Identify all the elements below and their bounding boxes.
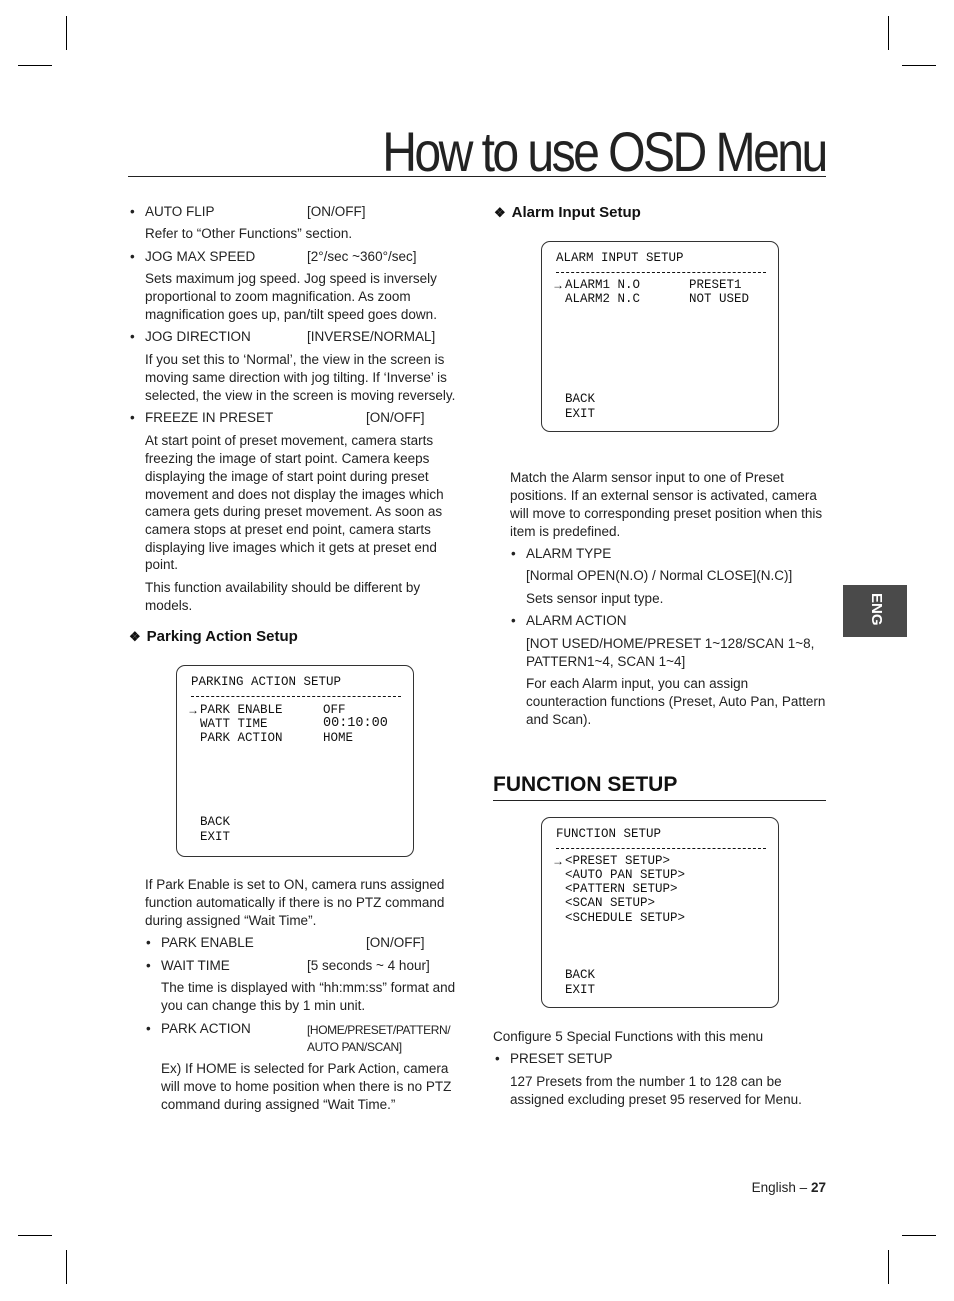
alarm-intro-2: positions. If an external sensor is activated, camera	[510, 488, 817, 503]
alarm-action-desc-3: and Scan).	[526, 712, 592, 727]
freeze-note-2: models.	[145, 598, 193, 613]
osd-row-value: OFF	[323, 703, 346, 717]
freeze-desc-4: movement and does not display the images which	[145, 487, 444, 502]
park-action-value-1: [HOME/PRESET/PATTERN/	[307, 1023, 451, 1037]
osd-title: PARKING ACTION SETUP	[191, 675, 342, 689]
freeze-desc-8: point.	[145, 557, 179, 572]
park-enable-label: • PARK ENABLE	[161, 934, 254, 952]
jog-max-speed-desc-2: proportional to zoom magnification. As zoom	[145, 289, 411, 304]
alarm-intro-4: item is predefined.	[510, 524, 621, 539]
jog-direction-value: [INVERSE/NORMAL]	[307, 329, 436, 344]
osd-exit: EXIT	[200, 830, 231, 844]
osd-row-label: PARK ACTION	[200, 731, 283, 745]
alarm-type-label: • ALARM TYPE	[526, 545, 611, 563]
auto-flip-label: • AUTO FLIP	[145, 203, 215, 221]
parking-osd-screen	[176, 665, 414, 857]
osd-row-value: HOME	[323, 731, 354, 745]
osd-menu-item: <PATTERN SETUP>	[565, 882, 678, 896]
osd-row-value: PRESET1	[689, 278, 742, 292]
osd-row-label: ALARM1 N.O	[565, 278, 641, 292]
osd-divider	[556, 848, 766, 849]
page-title: How to use OSD Menu	[128, 120, 826, 177]
osd-divider	[556, 272, 766, 273]
jog-direction-label: • JOG DIRECTION	[145, 328, 251, 346]
preset-setup-label: • PRESET SETUP	[510, 1050, 613, 1068]
freeze-desc-7: displaying live images which it gets at preset end	[145, 540, 437, 555]
osd-exit: EXIT	[565, 983, 596, 997]
cursor-arrow-icon: →	[552, 854, 564, 868]
alarm-osd-screen	[541, 241, 779, 432]
osd-row-value: NOT USED	[689, 292, 750, 306]
osd-row-value: 00:10:00	[323, 716, 388, 731]
osd-menu-item: <AUTO PAN SETUP>	[565, 868, 686, 882]
osd-menu-item: <SCAN SETUP>	[565, 896, 656, 910]
crop-mark	[18, 65, 52, 66]
jog-max-speed-desc-3: magnification goes up, pan/tilt speed goes down.	[145, 307, 437, 322]
park-action-desc-3: command during assigned “Wait Time.”	[161, 1097, 396, 1112]
crop-mark	[888, 16, 889, 50]
diamond-bullet-icon: ❖	[494, 205, 506, 220]
wait-time-desc-1: The time is displayed with “hh:mm:ss” format and	[161, 980, 456, 995]
freeze-desc-6: camera stops at preset end point, camera starts	[145, 522, 431, 537]
park-action-desc-1: Ex) If HOME is selected for Park Action, camera	[161, 1061, 449, 1076]
alarm-type-value: [Normal OPEN(N.O) / Normal CLOSE](N.C)]	[526, 568, 793, 583]
park-intro-2: function automatically if there is no PTZ command	[145, 895, 445, 910]
crop-mark	[66, 16, 67, 50]
park-enable-value: [ON/OFF]	[366, 935, 425, 950]
osd-exit: EXIT	[565, 407, 596, 421]
jog-direction-desc-3: selected, the view in the screen is moving reversely.	[145, 388, 456, 403]
crop-mark	[18, 1235, 52, 1236]
function-setup-heading: FUNCTION SETUP	[493, 772, 826, 801]
alarm-action-desc-2: counteraction functions (Preset, Auto Pan, Pattern	[526, 694, 826, 709]
freeze-in-preset-label: • FREEZE IN PRESET	[145, 409, 273, 427]
osd-row-label: PARK ENABLE	[200, 703, 283, 717]
jog-max-speed-desc-1: Sets maximum jog speed. Jog speed is inversely	[145, 271, 437, 286]
freeze-desc-2: freezing the image of start point. Camera keeps	[145, 451, 430, 466]
cursor-arrow-icon: →	[187, 703, 199, 717]
park-action-label: • PARK ACTION	[161, 1020, 251, 1038]
alarm-input-heading: ❖ Alarm Input Setup	[494, 204, 641, 221]
wait-time-label: • WAIT TIME	[161, 957, 230, 975]
freeze-desc-1: At start point of preset movement, camera starts	[145, 433, 434, 448]
alarm-action-value-1: [NOT USED/HOME/PRESET 1~128/SCAN 1~8,	[526, 636, 815, 651]
osd-title: ALARM INPUT SETUP	[556, 251, 684, 265]
crop-mark	[902, 65, 936, 66]
park-action-desc-2: will move to home position when there is no PTZ	[161, 1079, 452, 1094]
jog-max-speed-label: • JOG MAX SPEED	[145, 248, 255, 266]
osd-menu-item: <PRESET SETUP>	[565, 854, 671, 868]
freeze-desc-5: camera gets during preset movement. As soon as	[145, 504, 443, 519]
alarm-type-desc: Sets sensor input type.	[526, 591, 664, 606]
osd-row-label: WATT TIME	[200, 717, 268, 731]
alarm-action-label: • ALARM ACTION	[526, 612, 627, 630]
alarm-intro-1: Match the Alarm sensor input to one of Preset	[510, 470, 784, 485]
crop-mark	[66, 1250, 67, 1284]
crop-mark	[902, 1235, 936, 1236]
page-footer: English – 27	[751, 1180, 826, 1195]
alarm-action-desc-1: For each Alarm input, you can assign	[526, 676, 749, 691]
function-osd-screen	[541, 817, 779, 1008]
crop-mark	[888, 1250, 889, 1284]
cursor-arrow-icon: →	[552, 278, 564, 292]
alarm-intro-3: will move to corresponding preset position when this	[510, 506, 823, 521]
freeze-in-preset-value: [ON/OFF]	[366, 410, 425, 425]
jog-max-speed-value: [2°/sec ~360°/sec]	[307, 249, 417, 264]
preset-setup-desc-2: assigned excluding preset 95 reserved for Menu.	[510, 1092, 802, 1107]
language-tab: ENG	[843, 585, 907, 637]
preset-setup-desc-1: 127 Presets from the number 1 to 128 can be	[510, 1074, 782, 1089]
jog-direction-desc-1: If you set this to ‘Normal’, the view in the screen is	[145, 352, 445, 367]
osd-title: FUNCTION SETUP	[556, 827, 662, 841]
osd-back: BACK	[565, 968, 596, 982]
freeze-note-1: This function availability should be different by	[145, 580, 421, 595]
diamond-bullet-icon: ❖	[129, 629, 141, 644]
wait-time-value: [5 seconds ~ 4 hour]	[307, 958, 430, 973]
auto-flip-desc: Refer to “Other Functions” section.	[145, 226, 353, 241]
park-action-value-2: AUTO PAN/SCAN]	[307, 1040, 402, 1054]
osd-menu-item: <SCHEDULE SETUP>	[565, 911, 686, 925]
page-number: 27	[810, 1180, 826, 1195]
osd-back: BACK	[200, 815, 231, 829]
parking-action-heading: ❖ Parking Action Setup	[129, 628, 298, 645]
freeze-desc-3: displaying the image of start point during preset	[145, 469, 429, 484]
function-intro: Configure 5 Special Functions with this menu	[493, 1029, 764, 1044]
osd-row-label: ALARM2 N.C	[565, 292, 641, 306]
auto-flip-value: [ON/OFF]	[307, 204, 366, 219]
park-intro-3: during assigned “Wait Time”.	[145, 913, 317, 928]
park-intro-1: If Park Enable is set to ON, camera runs assigned	[145, 877, 445, 892]
alarm-action-value-2: PATTERN1~4, SCAN 1~4]	[526, 654, 686, 669]
osd-back: BACK	[565, 392, 596, 406]
osd-divider	[191, 696, 401, 697]
jog-direction-desc-2: moving same direction with jog tilting. If ‘Inverse’ is	[145, 370, 447, 385]
wait-time-desc-2: you can change this by 1 min unit.	[161, 998, 366, 1013]
